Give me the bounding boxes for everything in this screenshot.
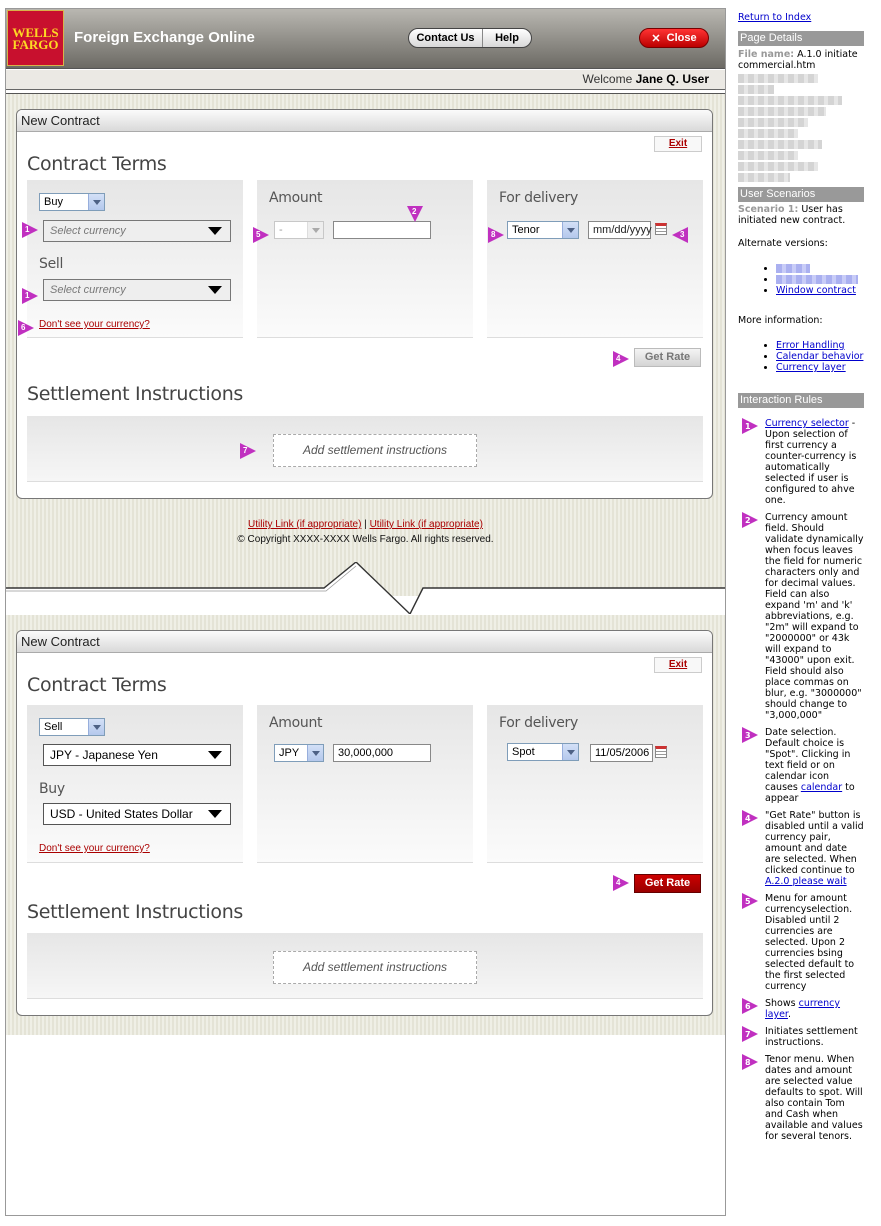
error-handling-link[interactable]: Error Handling xyxy=(776,340,845,351)
add-settlement-button[interactable]: Add settlement instructions xyxy=(273,434,477,467)
please-wait-link[interactable]: A.2.0 please wait xyxy=(765,876,847,887)
settlement-panel xyxy=(27,416,703,482)
currency-layer-rule-link[interactable]: currency layer xyxy=(765,998,841,1020)
alternate-version-item[interactable] xyxy=(776,263,864,274)
currency-panel xyxy=(27,180,243,338)
direction-select[interactable]: Buy xyxy=(39,193,105,211)
page-divider xyxy=(6,562,725,614)
rule-8: 8 Tenor menu. When dates and amount are selected value defaults to spot. Will also contain Tom and Cash when available and values for several tenors. xyxy=(738,1054,864,1142)
rule-1: 1 Currency selector - Upon selection of first currency a counter-currency is automatically selected if user is configured to ahve one. xyxy=(738,418,864,506)
amount-input[interactable]: 30,000,000 xyxy=(333,744,431,762)
exit-button[interactable]: Exit xyxy=(654,657,702,673)
rule-5: 5 Menu for amount currencyselection. Disabled until 2 currencies are selected. Upon 2 currencies bsing selected default to the first selected currency xyxy=(738,893,864,992)
dropdown-arrow-icon xyxy=(562,744,578,760)
marker-8-icon: 8 xyxy=(488,227,504,243)
dropdown-arrow-icon xyxy=(562,222,578,238)
utility-link-1[interactable]: Utility Link (if appropriate) xyxy=(248,519,362,530)
dropdown-triangle-icon xyxy=(208,810,222,818)
delivery-label: For delivery xyxy=(499,715,578,731)
interaction-rules-header: Interaction Rules xyxy=(738,393,864,408)
amount-panel xyxy=(257,180,473,338)
amount-panel xyxy=(257,705,473,863)
close-button[interactable]: ✕ Close xyxy=(639,28,709,48)
marker-5-icon: 5 xyxy=(742,893,758,909)
dropdown-triangle-icon xyxy=(208,751,222,759)
dropdown-arrow-icon xyxy=(88,719,104,735)
calendar-link[interactable]: calendar xyxy=(800,782,843,793)
scenario-1: Scenario 1: User has initiated new contract. xyxy=(738,204,846,226)
tenor-select[interactable]: Spot xyxy=(507,743,579,761)
settlement-title: Settlement Instructions xyxy=(27,383,244,405)
marker-4-icon: 4 xyxy=(742,810,758,826)
amount-label: Amount xyxy=(269,190,323,206)
marker-3-icon: 3 xyxy=(672,227,688,243)
contact-us-button[interactable]: Contact Us xyxy=(409,29,483,47)
marker-2-icon: 2 xyxy=(407,206,423,222)
card-title: New Contract xyxy=(17,631,712,653)
file-name: File name: A.1.0 initiate commercial.htm xyxy=(738,49,858,71)
add-settlement-button[interactable]: Add settlement instructions xyxy=(273,951,477,984)
currency-select-1[interactable]: JPY - Japanese Yen xyxy=(43,744,231,766)
marker-1-icon: 1 xyxy=(742,418,758,434)
marker-6-icon: 6 xyxy=(18,320,34,336)
contract-terms-title: Contract Terms xyxy=(27,153,167,175)
delivery-panel xyxy=(487,180,703,338)
dropdown-triangle-icon xyxy=(208,227,222,235)
interaction-rules-list xyxy=(738,418,864,1142)
user-scenarios-header: User Scenarios xyxy=(738,187,864,202)
marker-3-icon: 3 xyxy=(742,727,758,743)
buy-label: Buy xyxy=(39,781,65,797)
more-info-title: More information: xyxy=(738,315,823,326)
marker-8-icon: 8 xyxy=(742,1054,758,1070)
missing-currency-link[interactable]: Don't see your currency? xyxy=(39,843,150,854)
rule-6: 6 Shows currency layer. xyxy=(738,998,864,1020)
delivery-date-input[interactable]: mm/dd/yyyy xyxy=(588,221,651,239)
rule-7: 7 Initiates settlement instructions. xyxy=(738,1026,864,1048)
currency-layer-link[interactable]: Currency layer xyxy=(776,362,846,373)
exit-button[interactable]: Exit xyxy=(654,136,702,152)
dropdown-arrow-icon xyxy=(88,194,104,210)
annotation-sidebar xyxy=(738,12,864,1148)
marker-1-icon: 1 xyxy=(22,222,38,238)
marker-4-icon: 4 xyxy=(613,351,629,367)
marker-2-icon: 2 xyxy=(742,512,758,528)
app-window xyxy=(5,8,726,1216)
rule-4: 4 "Get Rate" button is disabled until a valid currency pair, amount and date are selected. When clicked continue to A.2.0 please wait xyxy=(738,810,864,887)
marker-5-icon: 5 xyxy=(253,227,269,243)
new-contract-card-2 xyxy=(16,630,713,1016)
delivery-label: For delivery xyxy=(499,190,578,206)
contract-terms-title: Contract Terms xyxy=(27,674,167,696)
sell-label: Sell xyxy=(39,256,64,272)
calendar-icon[interactable] xyxy=(655,223,667,235)
help-button[interactable]: Help xyxy=(495,32,519,44)
amount-currency-select[interactable]: - xyxy=(274,221,324,239)
tenor-select[interactable]: Tenor xyxy=(507,221,579,239)
rule-3: 3 Date selection. Default choice is "Spot". Clicking in text field or on calendar icon causes calendar to appear xyxy=(738,727,864,804)
return-to-index-link[interactable]: Return to Index xyxy=(738,12,812,23)
user-name: Jane Q. User xyxy=(635,72,709,86)
window-contract-link[interactable]: Window contract xyxy=(776,285,856,296)
delivery-panel xyxy=(487,705,703,863)
close-x-icon: ✕ xyxy=(651,32,661,45)
card-title: New Contract xyxy=(17,110,712,132)
calendar-behavior-link[interactable]: Calendar behavior xyxy=(776,351,864,362)
new-contract-card-1 xyxy=(16,109,713,499)
direction-select[interactable]: Sell xyxy=(39,718,105,736)
calendar-icon[interactable] xyxy=(655,746,667,758)
page-details-header: Page Details xyxy=(738,31,864,46)
get-rate-button[interactable]: Get Rate xyxy=(634,348,701,367)
delivery-date-input[interactable]: 11/05/2006 xyxy=(590,744,653,762)
copyright: © Copyright XXXX-XXXX Wells Fargo. All rights reserved. xyxy=(237,534,494,545)
currency-select-2[interactable]: USD - United States Dollar xyxy=(43,803,231,825)
settlement-title: Settlement Instructions xyxy=(27,901,244,923)
alternate-versions-title: Alternate versions: xyxy=(738,238,828,249)
dropdown-arrow-icon xyxy=(307,745,323,761)
currency-select-1[interactable]: Select currency xyxy=(43,220,231,242)
marker-6-icon: 6 xyxy=(742,998,758,1014)
welcome-bar: Welcome Jane Q. User xyxy=(6,70,725,90)
currency-selector-link[interactable]: Currency selector xyxy=(765,418,849,429)
header-button-group xyxy=(408,28,532,48)
marker-4-icon: 4 xyxy=(613,875,629,891)
get-rate-button[interactable]: Get Rate xyxy=(634,874,701,893)
marker-7-icon: 7 xyxy=(240,443,256,459)
dropdown-arrow-icon xyxy=(307,222,323,238)
rule-2: 2 Currency amount field. Should validate dynamically when focus leaves the field for numeric characters only and for decimal values. Field can also expand 'm' and 'k' abbreviations, e.g. "2m" will expand to "2000000" or 43k will expand to "43000" upon exit. Field should also place commas on blur, e.g. "3000000" should change to "3,000,000" xyxy=(738,512,864,721)
dropdown-triangle-icon xyxy=(208,286,222,294)
wells-fargo-logo: WELLS FARGO xyxy=(7,10,64,66)
amount-currency-select[interactable]: JPY xyxy=(274,744,324,762)
settlement-panel xyxy=(27,933,703,999)
page-footer: Utility Link (if appropriate) | Utility Link (if appropriate) © Copyright XXXX-XXXX Wells Fargo. All rights reserved. xyxy=(6,519,725,545)
utility-link-2[interactable]: Utility Link (if appropriate) xyxy=(369,519,483,530)
marker-7-icon: 7 xyxy=(742,1026,758,1042)
missing-currency-link[interactable]: Don't see your currency? xyxy=(39,319,150,330)
currency-select-2[interactable]: Select currency xyxy=(43,279,231,301)
alternate-version-item[interactable] xyxy=(776,274,864,285)
amount-input[interactable] xyxy=(333,221,431,239)
app-title: Foreign Exchange Online xyxy=(74,29,255,46)
marker-1-icon: 1 xyxy=(22,288,38,304)
currency-panel xyxy=(27,705,243,863)
app-header xyxy=(6,9,725,69)
amount-label: Amount xyxy=(269,715,323,731)
header-rule xyxy=(6,93,725,94)
redacted-details xyxy=(738,73,864,183)
